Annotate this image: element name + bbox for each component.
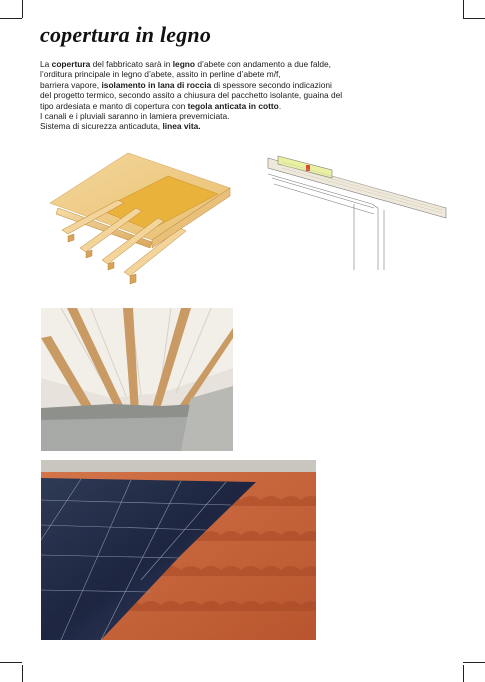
bold-text: linea vita. <box>162 121 201 132</box>
description-line <box>40 90 440 100</box>
crop-mark-top-left <box>0 18 22 19</box>
text-run: La <box>40 59 52 69</box>
text-run: l’orditura principale in legno d’abete, assito in perline d’abete m/f, <box>40 69 281 80</box>
crop-mark-bottom-right-v <box>463 665 464 682</box>
description-line <box>40 69 440 79</box>
text-run: . <box>278 100 282 111</box>
roof-layers-illustration <box>40 148 240 290</box>
text-run: di spessore secondo indicazioni <box>211 79 332 90</box>
page-title: copertura in legno <box>40 22 212 47</box>
text-run: barriera vapore, <box>40 79 102 90</box>
description-line <box>40 101 440 111</box>
description-line <box>40 111 440 121</box>
crop-mark-bottom-left-v <box>22 665 23 682</box>
text-run: d’abete con andamento a due falde, <box>195 59 332 69</box>
solar-roof-photo <box>41 460 316 640</box>
description-line <box>40 59 440 69</box>
description-line <box>40 121 440 131</box>
crop-mark-top-left-v <box>22 0 23 18</box>
bold-text: legno <box>172 59 196 69</box>
crop-mark-top-right <box>463 18 485 19</box>
wooden-ceiling-photo <box>41 308 233 451</box>
text-run: del progetto termico, secondo assito a chiusura del pacchetto isolante, guaina del <box>40 90 343 101</box>
text-run: tipo ardesiata e manto di copertura con <box>40 100 188 111</box>
text-run: del fabbricato sarà in <box>90 59 173 69</box>
roof-section-drawing <box>262 152 448 274</box>
crop-mark-bottom-left <box>0 662 22 663</box>
crop-mark-top-right-v <box>463 0 464 18</box>
description-line <box>40 80 440 90</box>
text-run: Sistema di sicurezza anticaduta, <box>40 121 163 132</box>
description-paragraph <box>40 59 440 132</box>
text-run: I canali e i pluviali saranno in lamiera preverniciata. <box>40 111 230 122</box>
bold-text: copertura <box>51 59 91 69</box>
crop-mark-bottom-right <box>463 662 485 663</box>
bold-text: tegola anticata in cotto <box>187 100 279 111</box>
bold-text: isolamento in lana di roccia <box>101 79 212 90</box>
